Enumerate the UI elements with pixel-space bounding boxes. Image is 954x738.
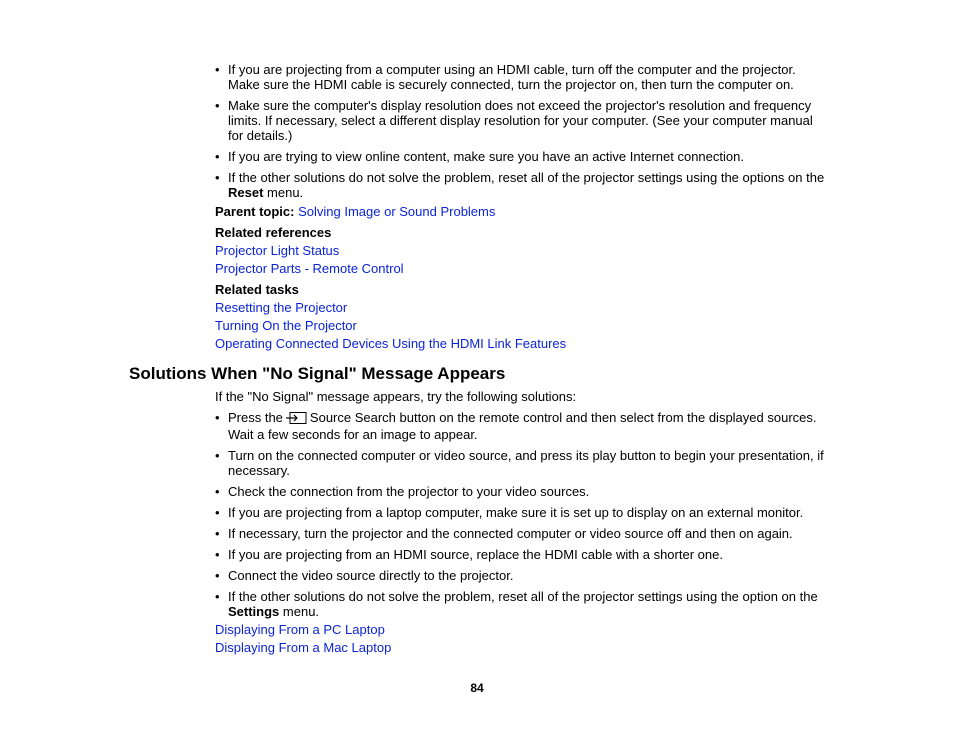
bullet-text: Turn on the connected computer or video source, and press its play button to begin your presentation, if necessary. xyxy=(228,448,824,478)
bullet-text: If you are projecting from a computer using an HDMI cable, turn off the computer and the projector. Make sure the HDMI cable is securely connected, turn the projector on, then turn the computer on. xyxy=(228,62,796,92)
list-item: • If you are projecting from an HDMI source, replace the HDMI cable with a shorter one. xyxy=(215,547,723,562)
bullet-text: If the other solutions do not solve the problem, reset all of the projector settings using the option on the xyxy=(228,589,818,604)
reset-menu-name: Reset xyxy=(228,185,264,200)
list-item: • If necessary, turn the projector and the connected computer or video source off and then on again. xyxy=(215,526,793,541)
list-item: • Press the Source Search button on the remote control and then select from the displayed sources. Wait a few seconds for an image to appear. xyxy=(215,410,817,442)
link-projector-light-status[interactable]: Projector Light Status xyxy=(215,243,340,258)
section-heading: Solutions When "No Signal" Message Appears xyxy=(129,364,506,383)
link-turning-on-projector[interactable]: Turning On the Projector xyxy=(215,318,357,333)
bullet-text: If you are projecting from a laptop computer, make sure it is set up to display on an external monitor. xyxy=(228,505,804,520)
link-displaying-mac-laptop[interactable]: Displaying From a Mac Laptop xyxy=(215,640,392,655)
list-item: • Make sure the computer's display resolution does not exceed the projector's resolution and frequency limits. If necessary, select a different display resolution for your computer. (See your computer manual for details.) xyxy=(215,98,813,143)
bullet-text: Make sure the computer's display resolution does not exceed the projector's resolution and frequency limits. If necessary, select a different display resolution for your computer. (See your computer manual for details.) xyxy=(228,98,813,143)
list-item: • Turn on the connected computer or video source, and press its play button to begin your presentation, if necessary. xyxy=(215,448,824,478)
bullet-text: Source Search button on the remote control and then select from the displayed sources. Wait a few seconds for an image to appear. xyxy=(228,410,817,442)
bullet-text: If necessary, turn the projector and the connected computer or video source off and then on again. xyxy=(228,526,793,541)
related-tasks xyxy=(215,281,566,353)
list-item: • Connect the video source directly to the projector. xyxy=(215,568,514,583)
related-links-no-signal xyxy=(215,621,391,657)
parent-topic xyxy=(215,203,495,221)
parent-topic-link[interactable]: Solving Image or Sound Problems xyxy=(298,204,496,219)
list-item: • If you are projecting from a computer using an HDMI cable, turn off the computer and the projector. Make sure the HDMI cable is securely connected, turn the projector on, then turn the computer on. xyxy=(215,62,796,92)
settings-menu-name: Settings xyxy=(228,604,280,619)
list-item: • If the other solutions do not solve the problem, reset all of the projector settings using the options on the Reset menu. xyxy=(215,170,825,200)
bullet-list-no-signal xyxy=(215,410,830,625)
list-item: • If you are trying to view online content, make sure you have an active Internet connection. xyxy=(215,149,744,164)
bullet-text: If you are projecting from an HDMI source, replace the HDMI cable with a shorter one. xyxy=(228,547,723,562)
related-tasks-label: Related tasks xyxy=(215,282,299,297)
parent-topic-label: Parent topic: xyxy=(215,204,295,219)
bullet-text: menu. xyxy=(279,604,320,619)
related-references-label: Related references xyxy=(215,225,332,240)
bullet-text: If you are trying to view online content, make sure you have an active Internet connection. xyxy=(228,149,744,164)
link-resetting-projector[interactable]: Resetting the Projector xyxy=(215,300,348,315)
bullet-text: If the other solutions do not solve the problem, reset all of the projector settings using the options on the xyxy=(228,170,825,185)
bullet-list-top xyxy=(215,62,830,206)
page-number: 84 xyxy=(470,681,484,695)
bullet-text: Press the xyxy=(228,410,283,425)
bullet-text: Connect the video source directly to the projector. xyxy=(228,568,514,583)
list-item: • Check the connection from the projector to your video sources. xyxy=(215,484,590,499)
link-displaying-pc-laptop[interactable]: Displaying From a PC Laptop xyxy=(215,622,385,637)
link-hdmi-link-features[interactable]: Operating Connected Devices Using the HDMI Link Features xyxy=(215,336,567,351)
related-references xyxy=(215,224,404,278)
list-item: • If you are projecting from a laptop computer, make sure it is set up to display on an external monitor. xyxy=(215,505,804,520)
link-projector-parts-remote[interactable]: Projector Parts - Remote Control xyxy=(215,261,404,276)
list-item: • If the other solutions do not solve the problem, reset all of the projector settings using the option on the Settings menu. xyxy=(215,589,818,619)
bullet-text: Check the connection from the projector to your video sources. xyxy=(228,484,590,499)
section-intro: If the "No Signal" message appears, try the following solutions: xyxy=(215,389,577,404)
bullet-text: menu. xyxy=(263,185,304,200)
source-search-icon xyxy=(285,412,307,427)
